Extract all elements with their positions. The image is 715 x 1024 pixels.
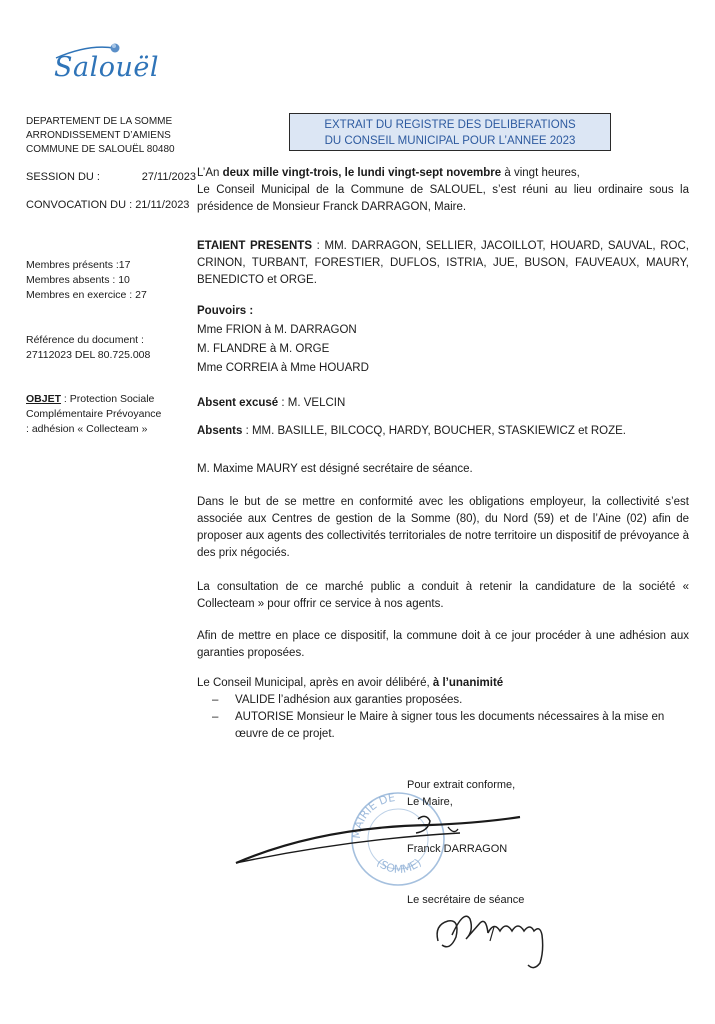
decision-unanimity: à l’unanimité (432, 677, 504, 689)
members-total: Membres en exercice : 27 (26, 289, 147, 301)
session-label: SESSION DU : (26, 171, 100, 183)
pouvoir-item: Mme CORREIA à Mme HOUARD (197, 362, 369, 374)
secretary-signature (430, 905, 570, 975)
absent-excuse-label: Absent excusé (197, 397, 279, 409)
logo-text: Salouël (54, 52, 159, 83)
mayor-name: Franck DARRAGON (407, 843, 508, 855)
convocation-line: CONVOCATION DU : 21/11/2023 (26, 199, 190, 211)
intro-paragraph (197, 165, 689, 216)
absents-label: Absents (197, 425, 243, 437)
register-header-line1: EXTRAIT DU REGISTRE DES DELIBERATIONS (324, 119, 576, 131)
absent-excuse-line (197, 395, 689, 412)
decision-intro: Le Conseil Municipal, après en avoir délibéré, (197, 677, 433, 689)
reference-value: 27112023 DEL 80.725.008 (26, 349, 151, 361)
context-paragraph: Dans le but de se mettre en conformité avec les obligations employeur, la collectivité s’est associée aux Centres de gestion de la Somme (80), du Nord (59) et de l’Aine (02) afin de proposer aux agents des collectivités territoriales de notre territoire un dispositif de prévoyance à des prix négociés. (197, 496, 689, 559)
dash-bullet: – (212, 694, 219, 706)
dash-bullet: – (212, 711, 219, 723)
decision-item (197, 709, 689, 743)
decision-text: AUTORISE Monsieur le Maire à signer tous les documents nécessaires à la mise en œuvre de ce projet. (235, 711, 665, 740)
pouvoirs-block (197, 303, 689, 377)
decision-item (197, 692, 689, 709)
arrondissement-line: ARRONDISSEMENT D’AMIENS (26, 130, 171, 141)
stamp-top-text: MAIRIE DE (349, 791, 396, 840)
secretary-title: Le secrétaire de séance (407, 894, 525, 906)
intro-date: deux mille vingt-trois, le lundi vingt-sept novembre (222, 167, 502, 179)
register-header-line2: DU CONSEIL MUNICIPAL POUR L’ANNEE 2023 (324, 135, 576, 147)
present-label: ETAIENT PRESENTS (197, 240, 312, 252)
pouvoir-item: Mme FRION à M. DARRAGON (197, 324, 357, 336)
members-present: Membres présents :17 (26, 259, 131, 271)
intro-c: à vingt heures, (501, 167, 580, 179)
commune-line: COMMUNE DE SALOUËL 80480 (26, 144, 175, 155)
department-line: DEPARTEMENT DE LA SOMME (26, 116, 173, 127)
commune-logo (44, 40, 164, 100)
certification-line: Pour extrait conforme, (407, 779, 516, 791)
session-date: 27/11/2023 (141, 171, 196, 183)
pouvoirs-label: Pouvoirs : (197, 305, 254, 317)
decision-text: VALIDE l’adhésion aux garanties proposées. (235, 694, 463, 706)
mayor-signature (230, 805, 530, 875)
consultation-paragraph: La consultation de ce marché public a conduit à retenir la candidature de la société « Collecteam » pour offrir ce service à nos agents. (197, 581, 689, 610)
reference-block (26, 333, 196, 363)
decision-block (197, 675, 689, 743)
members-absent: Membres absents : 10 (26, 274, 130, 286)
register-header (289, 113, 611, 151)
intro-a: L’An (197, 167, 223, 179)
session-row (26, 170, 196, 184)
present-list: : MM. DARRAGON, SELLIER, JACOILLOT, HOUARD, SAUVAL, ROC, CRINON, TURBANT, FORESTIER, DUFLOS, ISTRIA, JUE, BUSON, FAUVEAUX, MAURY, BENEDICTO et ORGE. (197, 240, 689, 286)
objet-text: : Protection Sociale Complémentaire Prévoyance : adhésion « Collecteam » (26, 393, 162, 435)
reference-label: Référence du document : (26, 334, 144, 346)
secretary-paragraph: M. Maxime MAURY est désigné secrétaire de séance. (197, 463, 473, 475)
department-block (26, 115, 196, 157)
absents-line (197, 423, 689, 440)
absent-excuse-text: : M. VELCIN (278, 397, 346, 409)
objet-block (26, 392, 166, 437)
decision-list (197, 692, 689, 743)
absents-text: : MM. BASILLE, BILCOCQ, HARDY, BOUCHER, STASKIEWICZ et ROZE. (242, 425, 626, 437)
mayor-title: Le Maire, (407, 796, 453, 808)
pouvoir-item: M. FLANDRE à M. ORGE (197, 343, 330, 355)
objet-label: OBJET (26, 393, 62, 405)
intro-meeting: Le Conseil Municipal de la Commune de SALOUEL, s’est réuni au lieu ordinaire sous la présidence de Monsieur Franck DARRAGON, Maire. (197, 184, 689, 213)
present-paragraph (197, 238, 689, 289)
adhesion-paragraph: Afin de mettre en place ce dispositif, la commune doit à ce jour procéder à une adhésion aux garanties proposées. (197, 630, 689, 659)
members-block (26, 258, 196, 303)
session-block (26, 170, 196, 212)
stamp-bottom-text: (SOMME) (374, 856, 424, 876)
